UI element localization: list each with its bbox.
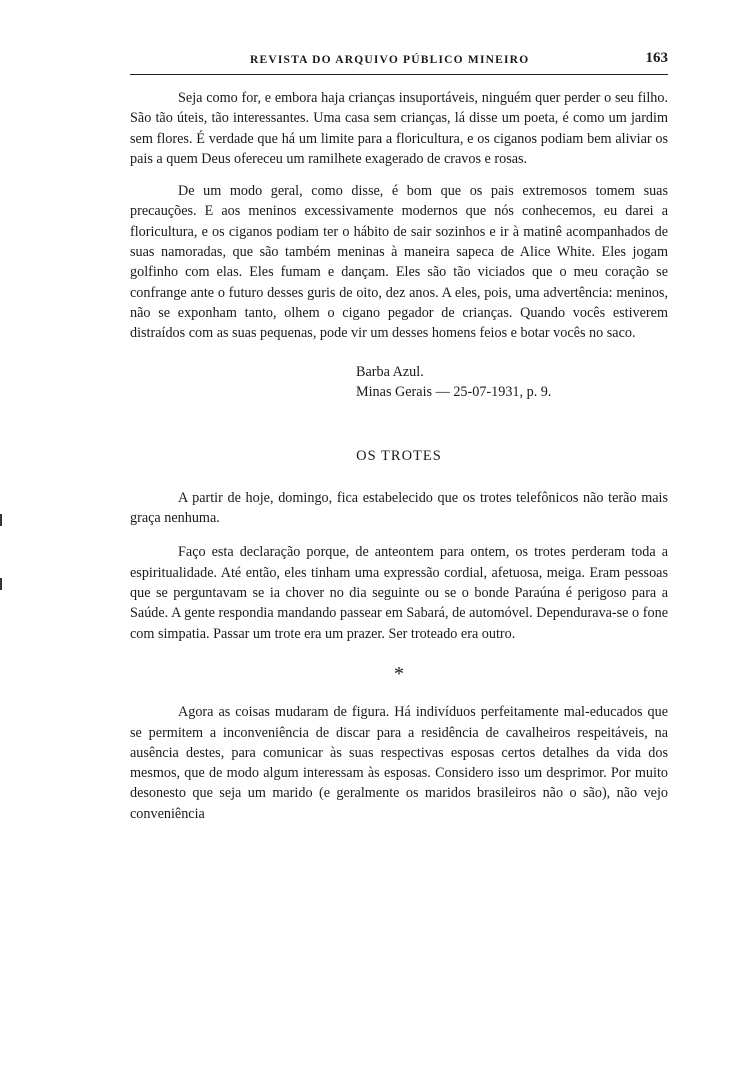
signature-author: Barba Azul.	[356, 363, 424, 380]
section-title: OS TROTES	[356, 447, 442, 464]
asterisk-separator: *	[394, 662, 404, 685]
page-number: 163	[645, 50, 668, 66]
paragraph: Seja como for, e embora haja crianças insuportáveis, ninguém quer perder o seu filho. São tão úteis, tão interessantes. Uma casa sem crianças, lá disse um poeta, é como um jardim sem flores. É verdade que há um limite para a floricultura, e os ciganos podiam bem aliviar os pais a quem Deus ofereceu um ramilhete exagerado de cravos e rosas.	[130, 90, 668, 167]
margin-mark-top	[0, 514, 2, 526]
paragraph: Faço esta declaração porque, de anteontem para ontem, os trotes perderam toda a espiritualidade. Até então, eles tinham uma expressão cordial, afetuosa, meiga. Eram pessoas que se perguntavam se ia chover no dia seguinte ou se o bonde Paraúna é perigoso para a Saúde. A gente respondia mandando passear em Sabará, de automóvel. Dependurava-se o fone com simpatia. Passar um trote era um prazer. Ser troteado era outro.	[130, 544, 668, 642]
paragraph: De um modo geral, como disse, é bom que os pais extremosos tomem suas precauções. E aos meninos excessivamente modernos que nós conhecemos, eu darei a floricultura, e os ciganos podiam ter o hábito de sair sozinhos e ir à matinê acompanhados de suas namoradas, que são também meninas à maneira sapeca de Alice White. Eles jogam golfinho com elas. Eles fumam e dançam. Eles são tão viciados que o meu coração se confrange ante o futuro desses guris de oito, dez anos. A eles, pois, uma advertência: meninos, não se exponham tanto, olhem o cigano pegador de crianças. Quando vocês estiverem distraídos com as suas pequenas, pode vir um desses homens feios e botar vocês no saco.	[130, 183, 668, 342]
paragraph: Agora as coisas mudaram de figura. Há indivíduos perfeitamente mal-educados que se permitem a inconveniência de discar para a residência de cavalheiros respeitáveis, na ausência destes, para comunicar às suas respectivas esposas certos detalhes da vida dos mesmos, que de modo algum interessam às esposas. Considero isso um desprimor. Por muito desonesto que seja um marido (e geralmente os maridos brasileiros não o são), não vejo conveniência	[130, 704, 668, 822]
margin-mark-bottom	[0, 578, 2, 590]
signature-source: Minas Gerais — 25-07-1931, p. 9.	[356, 383, 552, 400]
paragraph: A partir de hoje, domingo, fica estabelecido que os trotes telefônicos não terão mais graça nenhuma.	[130, 489, 668, 527]
journal-title: REVISTA DO ARQUIVO PÚBLICO MINEIRO	[250, 54, 530, 66]
signature-block	[130, 362, 668, 402]
page-header	[130, 52, 668, 75]
page-body	[130, 88, 668, 836]
